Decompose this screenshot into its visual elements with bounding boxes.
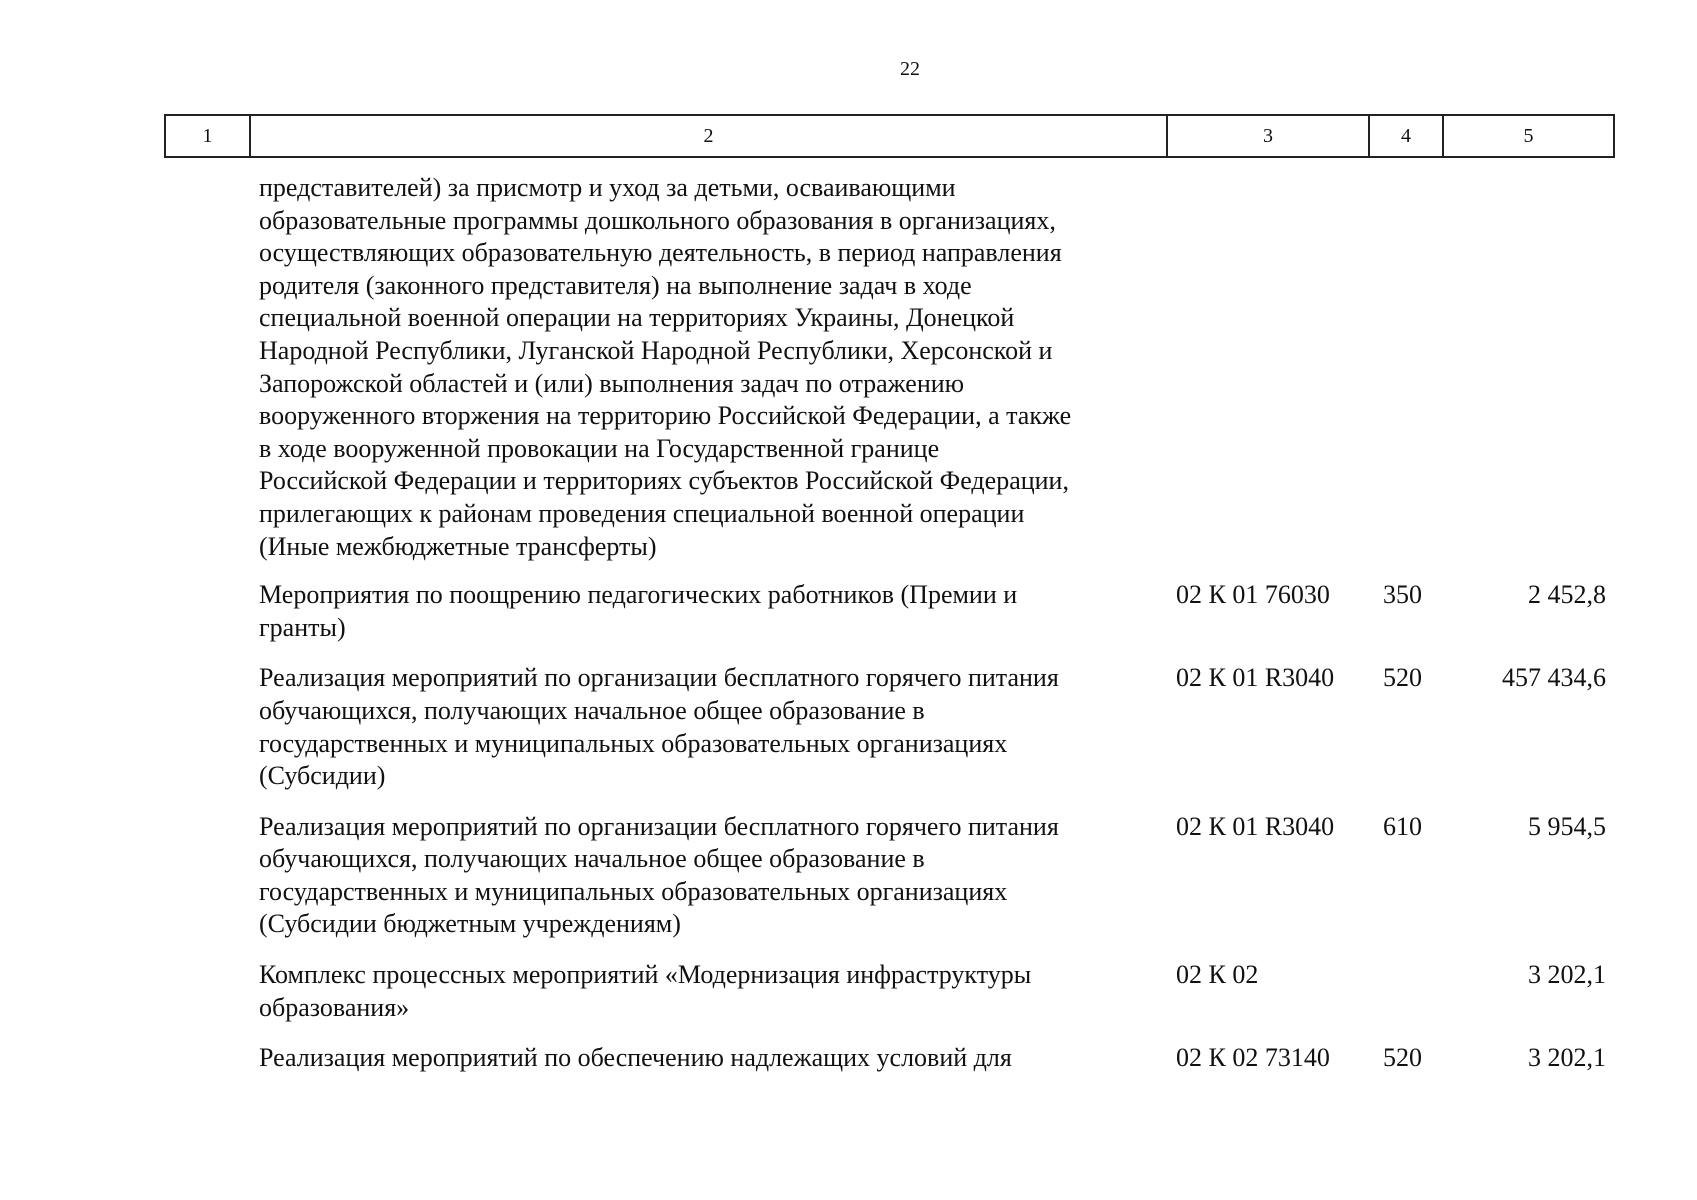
description-line: в ходе вооруженной провокации на Государственной границе — [259, 433, 940, 463]
row-amount: 3 202,1 — [1528, 960, 1606, 990]
description-line: (Субсидии бюджетным учреждениям) — [259, 909, 681, 939]
row-expense-type: 610 — [1383, 811, 1422, 841]
table-row — [164, 662, 1615, 792]
description-line: Народной Республики, Луганской Народной Республики, Херсонской и — [259, 335, 1053, 365]
row-description — [164, 1042, 1166, 1075]
row-code: 02 К 01 R3040 — [1176, 811, 1335, 841]
description-line: осуществляющих образовательную деятельность, в период направления — [259, 238, 1062, 268]
row-amount: 457 434,6 — [1502, 663, 1606, 693]
row-code: 02 К 01 76030 — [1176, 580, 1330, 610]
table-row — [164, 579, 1615, 644]
row-code: 02 К 02 73140 — [1176, 1043, 1330, 1073]
row-expense-type — [1368, 959, 1442, 1024]
description-line: Мероприятия по поощрению педагогических работников (Премии и — [259, 580, 1018, 610]
header-col-5: 5 — [1523, 124, 1534, 147]
description-line: Комплекс процессных мероприятий «Модернизация инфраструктуры — [259, 960, 1032, 990]
table-row — [164, 1042, 1615, 1075]
row-description — [164, 579, 1166, 644]
description-line: государственных и муниципальных образовательных организациях — [259, 876, 1008, 906]
description-line: Российской Федерации и территориях субъектов Российской Федерации, — [259, 466, 1069, 496]
row-description — [164, 662, 1166, 792]
page-number: 22 — [900, 58, 920, 80]
row-expense-type: 520 — [1383, 663, 1422, 693]
row-code: 02 К 02 — [1176, 960, 1259, 990]
description-line: вооруженного вторжения на территорию Российской Федерации, а также — [259, 401, 1072, 431]
description-line: прилегающих к районам проведения специальной военной операции — [259, 498, 1025, 528]
row-code — [1166, 172, 1368, 563]
description-line: государственных и муниципальных образовательных организациях — [259, 728, 1008, 758]
row-description — [164, 959, 1166, 1024]
description-line: Реализация мероприятий по организации бесплатного горячего питания — [259, 811, 1059, 841]
row-expense-type — [1368, 172, 1442, 563]
description-line: обучающихся, получающих начальное общее образование в — [259, 844, 925, 874]
description-line: специальной военной операции на территориях Украины, Донецкой — [259, 303, 1015, 333]
description-line: Реализация мероприятий по обеспечению надлежащих условий для — [259, 1043, 1012, 1073]
description-line: гранты) — [259, 612, 346, 642]
table-body — [164, 172, 1615, 1093]
row-expense-type: 350 — [1383, 580, 1422, 610]
description-line: образования» — [259, 992, 410, 1022]
header-col-2: 2 — [251, 116, 1168, 156]
description-line: (Иные межбюджетные трансферты) — [259, 531, 657, 561]
description-line: (Субсидии) — [259, 761, 386, 791]
table-row — [164, 811, 1615, 941]
row-amount — [1442, 172, 1615, 563]
row-amount: 5 954,5 — [1528, 811, 1606, 841]
header-col-4: 4 — [1370, 116, 1444, 156]
description-line: Реализация мероприятий по организации бесплатного горячего питания — [259, 663, 1059, 693]
description-line: Запорожской областей и (или) выполнения задач по отражению — [259, 368, 965, 398]
row-code: 02 К 01 R3040 — [1176, 663, 1335, 693]
row-description — [164, 172, 1166, 563]
table-row — [164, 959, 1615, 1024]
header-col-1: 1 — [166, 116, 251, 156]
description-line: родителя (законного представителя) на выполнение задач в ходе — [259, 270, 972, 300]
description-line: образовательные программы дошкольного образования в организациях, — [259, 205, 1056, 235]
row-description — [164, 811, 1166, 941]
table-row — [164, 172, 1615, 563]
row-amount: 2 452,8 — [1528, 580, 1606, 610]
header-col-3: 3 — [1168, 116, 1370, 156]
table-header — [164, 114, 1615, 158]
row-amount: 3 202,1 — [1528, 1043, 1606, 1073]
description-line: представителей) за присмотр и уход за детьми, осваивающими — [259, 173, 956, 202]
description-line: обучающихся, получающих начальное общее образование в — [259, 695, 925, 725]
row-expense-type: 520 — [1383, 1043, 1422, 1073]
